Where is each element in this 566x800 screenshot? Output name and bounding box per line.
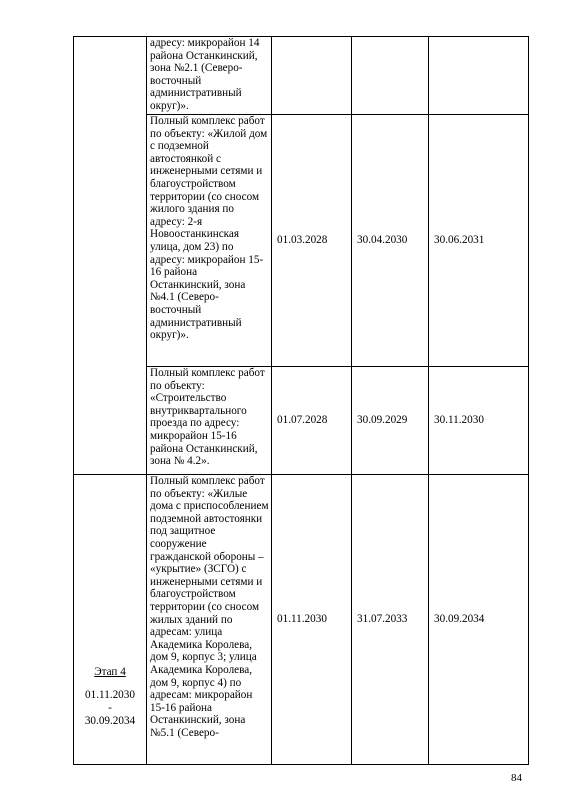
work-description: Полный комплекс работ по объекту: «Жилые дома с приспособлением подземной автостоянки под защитное сооружение гражданской обороны – «укрытие» (ЗСГО) с инженерными сетями и благоустройством территории (со сносом жилых зданий по адресам: улица Академика Королева, дом 9, корпус 3; улица Академика Королева, дом 9, корпус 4) по адресам: микрорайон 15-16 района Останкинский, зона №5.1 (Северо- [147, 475, 272, 765]
table-row [74, 475, 529, 765]
end-date-cell: 30.09.2029 [352, 367, 429, 475]
end-date-cell [352, 37, 429, 115]
stage-title: Этап 4 [94, 665, 126, 678]
stage-start-date: 01.11.2030 [85, 689, 135, 702]
stage-cell-empty [74, 37, 147, 475]
stage-dash: - [108, 702, 112, 714]
deadline-date-cell: 30.09.2034 [429, 475, 529, 765]
end-date-cell: 30.04.2030 [352, 115, 429, 367]
deadline-date-cell: 30.11.2030 [429, 367, 529, 475]
stage-cell [74, 475, 147, 765]
table-row [74, 37, 529, 115]
start-date-cell: 01.03.2028 [272, 115, 352, 367]
start-date-cell: 01.11.2030 [272, 475, 352, 765]
start-date-cell [272, 37, 352, 115]
stage-label [74, 512, 146, 727]
work-description: адресу: микрорайон 14 района Останкинский, зона №2.1 (Северо-восточный административный округ)». [147, 37, 272, 115]
deadline-date-cell [429, 37, 529, 115]
page-number: 84 [511, 772, 522, 784]
deadline-date-cell: 30.06.2031 [429, 115, 529, 367]
work-description: Полный комплекс работ по объекту: «Строительство внутриквартального проезда по адресу: микрорайон 15-16 района Останкинский, зона № 4.2». [147, 367, 272, 475]
end-date-cell: 31.07.2033 [352, 475, 429, 765]
stage-end-date: 30.09.2034 [84, 714, 136, 727]
schedule-table [73, 36, 529, 765]
work-description: Полный комплекс работ по объекту: «Жилой дом с подземной автостоянкой с инженерными сетями и благоустройством территории (со сносом жилого здания по адресу: 2-я Новоостанкинская улица, дом 23) по адресу: микрорайон 15-16 района Останкинский, зона №4.1 (Северо-восточный административный округ)». [147, 115, 272, 367]
start-date-cell: 01.07.2028 [272, 367, 352, 475]
